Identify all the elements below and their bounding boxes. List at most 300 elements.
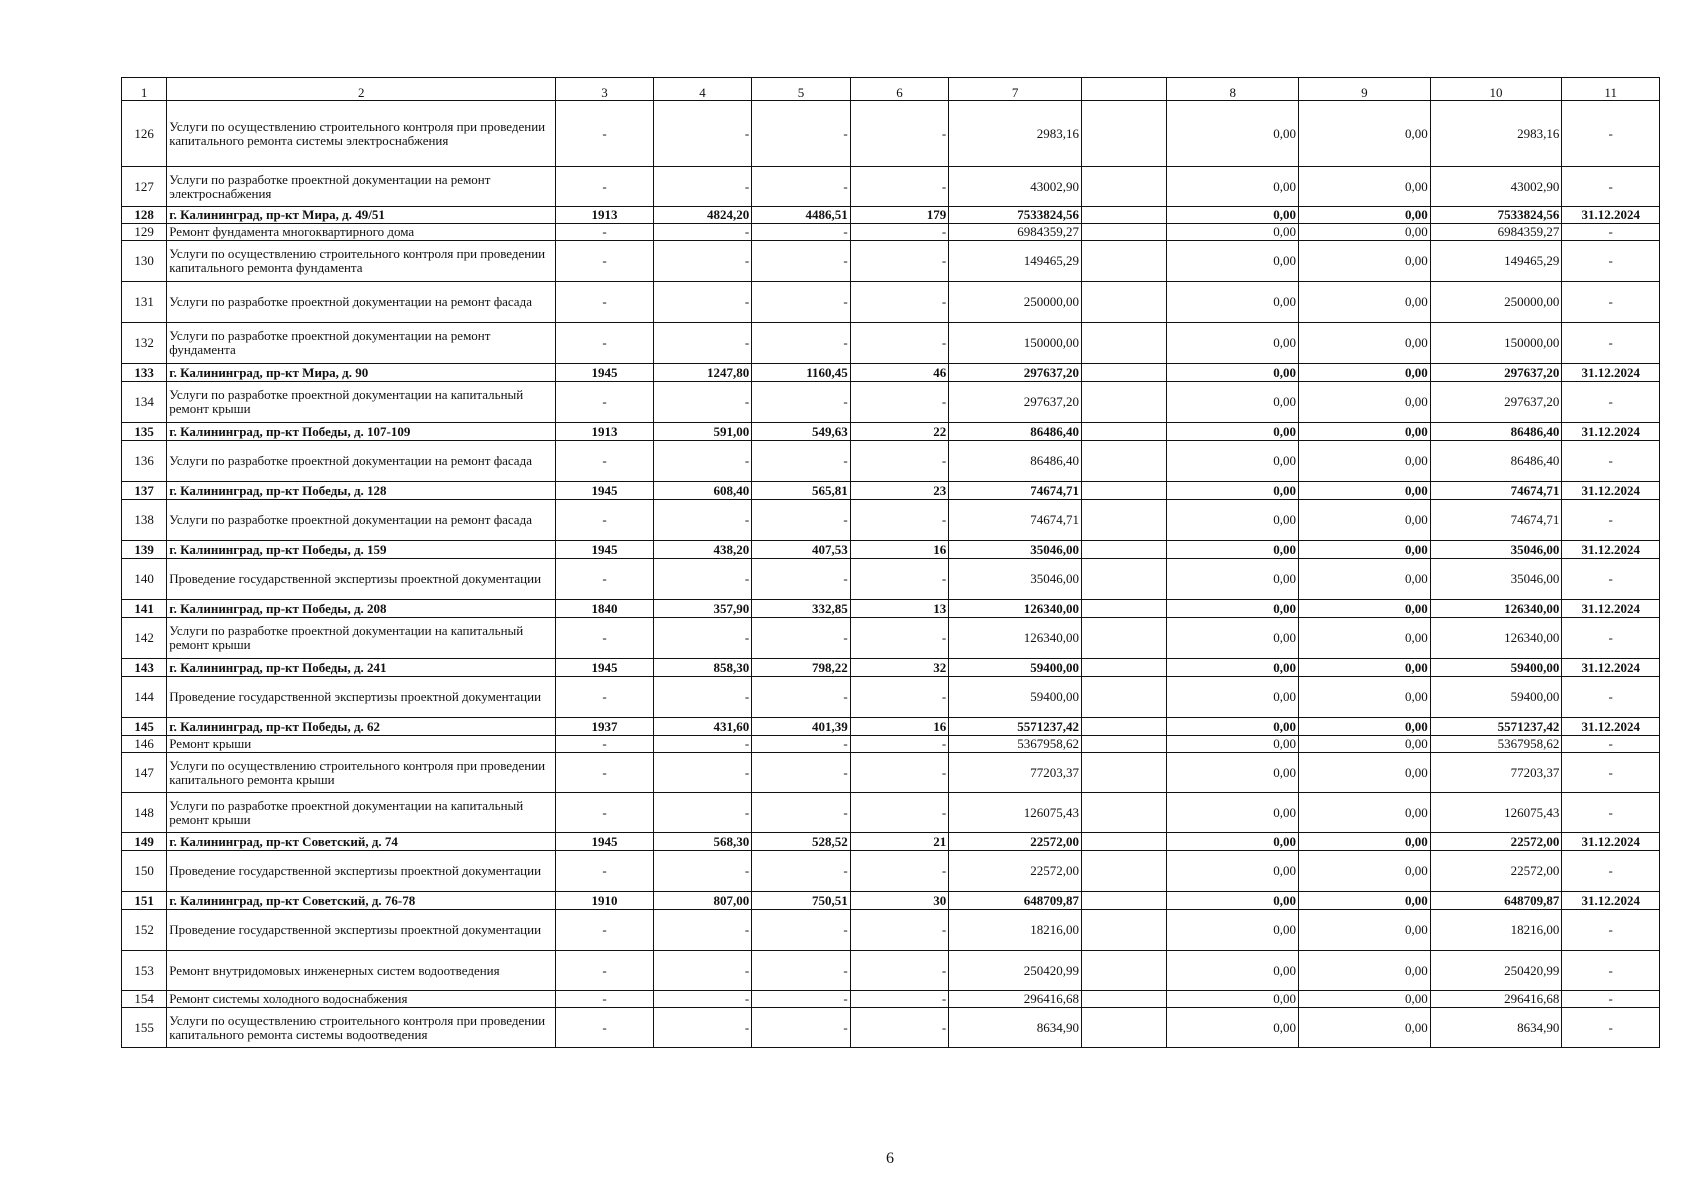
year-cell: - xyxy=(556,677,654,718)
row-number-cell: 146 xyxy=(122,736,167,753)
row-number-cell: 150 xyxy=(122,851,167,892)
blank-cell xyxy=(1081,753,1166,793)
area-living-cell: - xyxy=(752,101,851,167)
fund-8-cell: 0,00 xyxy=(1167,618,1299,659)
header-row xyxy=(122,78,1660,101)
table-row xyxy=(122,600,1660,618)
year-cell: 1910 xyxy=(556,892,654,910)
area-total-cell: - xyxy=(653,559,752,600)
description-cell: г. Калининград, пр-кт Мира, д. 49/51 xyxy=(167,207,556,224)
table-row xyxy=(122,441,1660,482)
fund-8-cell: 0,00 xyxy=(1167,282,1299,323)
deadline-cell: 31.12.2024 xyxy=(1562,718,1660,736)
area-total-cell: - xyxy=(653,910,752,951)
deadline-cell: - xyxy=(1562,101,1660,167)
table-row xyxy=(122,892,1660,910)
area-living-cell: - xyxy=(752,382,851,423)
fund-8-cell: 0,00 xyxy=(1167,541,1299,559)
cost-total-cell: 250420,99 xyxy=(949,951,1082,991)
fund-8-cell: 0,00 xyxy=(1167,224,1299,241)
table-row xyxy=(122,482,1660,500)
cost-total-cell: 18216,00 xyxy=(949,910,1082,951)
residents-cell: - xyxy=(850,323,949,364)
table-row xyxy=(122,910,1660,951)
area-total-cell: 4824,20 xyxy=(653,207,752,224)
residents-cell: - xyxy=(850,282,949,323)
cost-total-cell: 5571237,42 xyxy=(949,718,1082,736)
table-row xyxy=(122,793,1660,833)
row-number-cell: 127 xyxy=(122,167,167,207)
row-number-cell: 140 xyxy=(122,559,167,600)
fund-8-cell: 0,00 xyxy=(1167,559,1299,600)
area-living-cell: 332,85 xyxy=(752,600,851,618)
blank-cell xyxy=(1081,659,1166,677)
cost-total-cell: 86486,40 xyxy=(949,441,1082,482)
fund-9-cell: 0,00 xyxy=(1299,500,1431,541)
year-cell: - xyxy=(556,101,654,167)
blank-cell xyxy=(1081,793,1166,833)
deadline-cell: 31.12.2024 xyxy=(1562,364,1660,382)
table-row xyxy=(122,364,1660,382)
table-row xyxy=(122,991,1660,1008)
fund-9-cell: 0,00 xyxy=(1299,224,1431,241)
blank-cell xyxy=(1081,500,1166,541)
deadline-cell: - xyxy=(1562,736,1660,753)
cost-total-cell: 43002,90 xyxy=(949,167,1082,207)
fund-8-cell: 0,00 xyxy=(1167,951,1299,991)
year-cell: - xyxy=(556,224,654,241)
description-cell: Услуги по разработке проектной документации на ремонт электроснабжения xyxy=(167,167,556,207)
description-cell: Ремонт внутридомовых инженерных систем водоотведения xyxy=(167,951,556,991)
deadline-cell: - xyxy=(1562,323,1660,364)
cost-total-cell: 77203,37 xyxy=(949,753,1082,793)
area-living-cell: - xyxy=(752,991,851,1008)
blank-cell xyxy=(1081,101,1166,167)
year-cell: 1945 xyxy=(556,659,654,677)
fund-10-cell: 126340,00 xyxy=(1430,618,1562,659)
header-cell: 1 xyxy=(122,78,167,101)
header-cell: 7 xyxy=(949,78,1082,101)
cost-total-cell: 126075,43 xyxy=(949,793,1082,833)
fund-9-cell: 0,00 xyxy=(1299,677,1431,718)
area-total-cell: - xyxy=(653,1008,752,1048)
description-cell: Услуги по разработке проектной документации на капитальный ремонт крыши xyxy=(167,382,556,423)
fund-8-cell: 0,00 xyxy=(1167,736,1299,753)
deadline-cell: - xyxy=(1562,793,1660,833)
residents-cell: - xyxy=(850,793,949,833)
description-cell: г. Калининград, пр-кт Победы, д. 128 xyxy=(167,482,556,500)
area-total-cell: - xyxy=(653,282,752,323)
area-living-cell: - xyxy=(752,618,851,659)
fund-10-cell: 77203,37 xyxy=(1430,753,1562,793)
cost-total-cell: 74674,71 xyxy=(949,482,1082,500)
blank-cell xyxy=(1081,282,1166,323)
table-row xyxy=(122,241,1660,282)
fund-8-cell: 0,00 xyxy=(1167,441,1299,482)
fund-8-cell: 0,00 xyxy=(1167,600,1299,618)
description-cell: г. Калининград, пр-кт Советский, д. 76-78 xyxy=(167,892,556,910)
fund-9-cell: 0,00 xyxy=(1299,892,1431,910)
row-number-cell: 132 xyxy=(122,323,167,364)
table-row xyxy=(122,207,1660,224)
deadline-cell: - xyxy=(1562,951,1660,991)
cost-total-cell: 6984359,27 xyxy=(949,224,1082,241)
area-living-cell: - xyxy=(752,559,851,600)
residents-cell: 46 xyxy=(850,364,949,382)
blank-cell xyxy=(1081,323,1166,364)
year-cell: 1945 xyxy=(556,482,654,500)
area-total-cell: 1247,80 xyxy=(653,364,752,382)
fund-10-cell: 126340,00 xyxy=(1430,600,1562,618)
area-total-cell: - xyxy=(653,224,752,241)
blank-cell xyxy=(1081,910,1166,951)
fund-10-cell: 6984359,27 xyxy=(1430,224,1562,241)
table-row xyxy=(122,500,1660,541)
residents-cell: - xyxy=(850,618,949,659)
area-total-cell: - xyxy=(653,618,752,659)
fund-9-cell: 0,00 xyxy=(1299,541,1431,559)
description-cell: г. Калининград, пр-кт Победы, д. 159 xyxy=(167,541,556,559)
area-living-cell: - xyxy=(752,736,851,753)
deadline-cell: - xyxy=(1562,441,1660,482)
area-total-cell: - xyxy=(653,793,752,833)
fund-8-cell: 0,00 xyxy=(1167,241,1299,282)
header-cell: 11 xyxy=(1562,78,1660,101)
blank-cell xyxy=(1081,559,1166,600)
residents-cell: - xyxy=(850,167,949,207)
fund-8-cell: 0,00 xyxy=(1167,991,1299,1008)
table-row xyxy=(122,677,1660,718)
description-cell: г. Калининград, пр-кт Советский, д. 74 xyxy=(167,833,556,851)
fund-9-cell: 0,00 xyxy=(1299,618,1431,659)
blank-cell xyxy=(1081,167,1166,207)
table-row xyxy=(122,559,1660,600)
area-living-cell: - xyxy=(752,793,851,833)
table-row xyxy=(122,618,1660,659)
row-number-cell: 145 xyxy=(122,718,167,736)
header-cell: 8 xyxy=(1167,78,1299,101)
blank-cell xyxy=(1081,382,1166,423)
fund-8-cell: 0,00 xyxy=(1167,167,1299,207)
fund-9-cell: 0,00 xyxy=(1299,991,1431,1008)
fund-9-cell: 0,00 xyxy=(1299,833,1431,851)
year-cell: 1913 xyxy=(556,423,654,441)
blank-cell xyxy=(1081,951,1166,991)
fund-9-cell: 0,00 xyxy=(1299,382,1431,423)
row-number-cell: 153 xyxy=(122,951,167,991)
fund-9-cell: 0,00 xyxy=(1299,559,1431,600)
fund-9-cell: 0,00 xyxy=(1299,282,1431,323)
fund-8-cell: 0,00 xyxy=(1167,382,1299,423)
year-cell: - xyxy=(556,991,654,1008)
fund-9-cell: 0,00 xyxy=(1299,793,1431,833)
row-number-cell: 154 xyxy=(122,991,167,1008)
row-number-cell: 143 xyxy=(122,659,167,677)
fund-9-cell: 0,00 xyxy=(1299,1008,1431,1048)
deadline-cell: 31.12.2024 xyxy=(1562,600,1660,618)
row-number-cell: 129 xyxy=(122,224,167,241)
table-row xyxy=(122,167,1660,207)
description-cell: Услуги по осуществлению строительного контроля при проведении капитального ремонта системы электроснабжения xyxy=(167,101,556,167)
row-number-cell: 149 xyxy=(122,833,167,851)
cost-total-cell: 22572,00 xyxy=(949,833,1082,851)
year-cell: - xyxy=(556,910,654,951)
residents-cell: 179 xyxy=(850,207,949,224)
area-living-cell: - xyxy=(752,167,851,207)
area-total-cell: - xyxy=(653,851,752,892)
description-cell: Проведение государственной экспертизы проектной документации xyxy=(167,851,556,892)
year-cell: - xyxy=(556,167,654,207)
area-living-cell: - xyxy=(752,282,851,323)
blank-cell xyxy=(1081,441,1166,482)
fund-9-cell: 0,00 xyxy=(1299,951,1431,991)
residents-cell: 13 xyxy=(850,600,949,618)
deadline-cell: - xyxy=(1562,282,1660,323)
row-number-cell: 137 xyxy=(122,482,167,500)
residents-cell: - xyxy=(850,951,949,991)
header-cell: 3 xyxy=(556,78,654,101)
cost-total-cell: 297637,20 xyxy=(949,364,1082,382)
fund-9-cell: 0,00 xyxy=(1299,753,1431,793)
row-number-cell: 130 xyxy=(122,241,167,282)
area-total-cell: - xyxy=(653,951,752,991)
area-living-cell: 750,51 xyxy=(752,892,851,910)
description-cell: Услуги по осуществлению строительного контроля при проведении капитального ремонта крыши xyxy=(167,753,556,793)
deadline-cell: - xyxy=(1562,167,1660,207)
page-number: 6 xyxy=(886,1150,894,1167)
deadline-cell: - xyxy=(1562,991,1660,1008)
deadline-cell: 31.12.2024 xyxy=(1562,833,1660,851)
year-cell: - xyxy=(556,851,654,892)
area-living-cell: - xyxy=(752,441,851,482)
fund-10-cell: 297637,20 xyxy=(1430,364,1562,382)
fund-8-cell: 0,00 xyxy=(1167,753,1299,793)
fund-10-cell: 22572,00 xyxy=(1430,833,1562,851)
area-total-cell: - xyxy=(653,441,752,482)
fund-9-cell: 0,00 xyxy=(1299,207,1431,224)
blank-cell xyxy=(1081,482,1166,500)
residents-cell: 22 xyxy=(850,423,949,441)
fund-8-cell: 0,00 xyxy=(1167,833,1299,851)
fund-10-cell: 2983,16 xyxy=(1430,101,1562,167)
area-living-cell: 549,63 xyxy=(752,423,851,441)
fund-10-cell: 648709,87 xyxy=(1430,892,1562,910)
residents-cell: - xyxy=(850,441,949,482)
description-cell: г. Калининград, пр-кт Победы, д. 62 xyxy=(167,718,556,736)
deadline-cell: 31.12.2024 xyxy=(1562,541,1660,559)
year-cell: - xyxy=(556,500,654,541)
cost-total-cell: 22572,00 xyxy=(949,851,1082,892)
area-total-cell: - xyxy=(653,323,752,364)
residents-cell: 16 xyxy=(850,541,949,559)
area-total-cell: 807,00 xyxy=(653,892,752,910)
cost-total-cell: 250000,00 xyxy=(949,282,1082,323)
year-cell: - xyxy=(556,323,654,364)
cost-total-cell: 35046,00 xyxy=(949,541,1082,559)
year-cell: 1840 xyxy=(556,600,654,618)
description-cell: Ремонт системы холодного водоснабжения xyxy=(167,991,556,1008)
fund-9-cell: 0,00 xyxy=(1299,851,1431,892)
fund-10-cell: 250000,00 xyxy=(1430,282,1562,323)
fund-9-cell: 0,00 xyxy=(1299,718,1431,736)
fund-10-cell: 126075,43 xyxy=(1430,793,1562,833)
blank-cell xyxy=(1081,600,1166,618)
fund-9-cell: 0,00 xyxy=(1299,323,1431,364)
area-total-cell: 438,20 xyxy=(653,541,752,559)
row-number-cell: 155 xyxy=(122,1008,167,1048)
description-cell: Услуги по разработке проектной документации на ремонт фасада xyxy=(167,441,556,482)
blank-cell xyxy=(1081,718,1166,736)
fund-9-cell: 0,00 xyxy=(1299,241,1431,282)
residents-cell: - xyxy=(850,1008,949,1048)
description-cell: г. Калининград, пр-кт Мира, д. 90 xyxy=(167,364,556,382)
header-cell: 2 xyxy=(167,78,556,101)
year-cell: - xyxy=(556,382,654,423)
area-total-cell: 858,30 xyxy=(653,659,752,677)
table-row xyxy=(122,659,1660,677)
row-number-cell: 134 xyxy=(122,382,167,423)
cost-total-cell: 296416,68 xyxy=(949,991,1082,1008)
area-total-cell: - xyxy=(653,677,752,718)
area-living-cell: - xyxy=(752,910,851,951)
fund-9-cell: 0,00 xyxy=(1299,600,1431,618)
residents-cell: - xyxy=(850,241,949,282)
residents-cell: - xyxy=(850,500,949,541)
year-cell: - xyxy=(556,951,654,991)
residents-cell: - xyxy=(850,101,949,167)
header-cell: 9 xyxy=(1299,78,1431,101)
cost-total-cell: 8634,90 xyxy=(949,1008,1082,1048)
description-cell: г. Калининград, пр-кт Победы, д. 107-109 xyxy=(167,423,556,441)
fund-8-cell: 0,00 xyxy=(1167,323,1299,364)
blank-cell xyxy=(1081,618,1166,659)
fund-8-cell: 0,00 xyxy=(1167,500,1299,541)
fund-10-cell: 149465,29 xyxy=(1430,241,1562,282)
fund-8-cell: 0,00 xyxy=(1167,677,1299,718)
cost-total-cell: 86486,40 xyxy=(949,423,1082,441)
area-total-cell: - xyxy=(653,167,752,207)
residents-cell: - xyxy=(850,991,949,1008)
fund-9-cell: 0,00 xyxy=(1299,736,1431,753)
row-number-cell: 152 xyxy=(122,910,167,951)
row-number-cell: 139 xyxy=(122,541,167,559)
blank-cell xyxy=(1081,833,1166,851)
row-number-cell: 131 xyxy=(122,282,167,323)
fund-10-cell: 18216,00 xyxy=(1430,910,1562,951)
table-row xyxy=(122,851,1660,892)
cost-total-cell: 297637,20 xyxy=(949,382,1082,423)
row-number-cell: 126 xyxy=(122,101,167,167)
fund-10-cell: 35046,00 xyxy=(1430,541,1562,559)
cost-total-cell: 74674,71 xyxy=(949,500,1082,541)
header-cell: 4 xyxy=(653,78,752,101)
cost-total-cell: 149465,29 xyxy=(949,241,1082,282)
header-cell: 10 xyxy=(1430,78,1562,101)
cost-total-cell: 2983,16 xyxy=(949,101,1082,167)
table-row xyxy=(122,753,1660,793)
area-living-cell: - xyxy=(752,500,851,541)
fund-8-cell: 0,00 xyxy=(1167,482,1299,500)
area-living-cell: - xyxy=(752,1008,851,1048)
description-cell: г. Калининград, пр-кт Победы, д. 241 xyxy=(167,659,556,677)
fund-10-cell: 86486,40 xyxy=(1430,441,1562,482)
area-total-cell: - xyxy=(653,500,752,541)
fund-9-cell: 0,00 xyxy=(1299,364,1431,382)
year-cell: - xyxy=(556,793,654,833)
fund-10-cell: 250420,99 xyxy=(1430,951,1562,991)
year-cell: - xyxy=(556,241,654,282)
deadline-cell: - xyxy=(1562,241,1660,282)
deadline-cell: - xyxy=(1562,559,1660,600)
fund-10-cell: 22572,00 xyxy=(1430,851,1562,892)
description-cell: Услуги по разработке проектной документации на капитальный ремонт крыши xyxy=(167,618,556,659)
fund-8-cell: 0,00 xyxy=(1167,892,1299,910)
area-total-cell: 357,90 xyxy=(653,600,752,618)
residents-cell: 21 xyxy=(850,833,949,851)
table-row xyxy=(122,101,1660,167)
area-living-cell: 4486,51 xyxy=(752,207,851,224)
table-row xyxy=(122,423,1660,441)
fund-10-cell: 59400,00 xyxy=(1430,659,1562,677)
area-total-cell: - xyxy=(653,736,752,753)
fund-8-cell: 0,00 xyxy=(1167,910,1299,951)
table-row xyxy=(122,951,1660,991)
table-row xyxy=(122,736,1660,753)
fund-10-cell: 8634,90 xyxy=(1430,1008,1562,1048)
area-total-cell: 591,00 xyxy=(653,423,752,441)
fund-8-cell: 0,00 xyxy=(1167,207,1299,224)
fund-10-cell: 74674,71 xyxy=(1430,500,1562,541)
document-table xyxy=(121,77,1660,1048)
fund-8-cell: 0,00 xyxy=(1167,793,1299,833)
deadline-cell: 31.12.2024 xyxy=(1562,482,1660,500)
fund-10-cell: 5367958,62 xyxy=(1430,736,1562,753)
description-cell: Проведение государственной экспертизы проектной документации xyxy=(167,559,556,600)
fund-10-cell: 43002,90 xyxy=(1430,167,1562,207)
area-living-cell: - xyxy=(752,753,851,793)
fund-8-cell: 0,00 xyxy=(1167,718,1299,736)
blank-cell xyxy=(1081,423,1166,441)
row-number-cell: 135 xyxy=(122,423,167,441)
area-living-cell: 1160,45 xyxy=(752,364,851,382)
deadline-cell: - xyxy=(1562,753,1660,793)
fund-10-cell: 74674,71 xyxy=(1430,482,1562,500)
deadline-cell: - xyxy=(1562,677,1660,718)
row-number-cell: 133 xyxy=(122,364,167,382)
area-total-cell: - xyxy=(653,241,752,282)
fund-10-cell: 86486,40 xyxy=(1430,423,1562,441)
residents-cell: - xyxy=(850,851,949,892)
residents-cell: - xyxy=(850,753,949,793)
fund-8-cell: 0,00 xyxy=(1167,423,1299,441)
cost-total-cell: 5367958,62 xyxy=(949,736,1082,753)
deadline-cell: - xyxy=(1562,1008,1660,1048)
deadline-cell: - xyxy=(1562,224,1660,241)
blank-cell xyxy=(1081,677,1166,718)
row-number-cell: 144 xyxy=(122,677,167,718)
area-living-cell: 798,22 xyxy=(752,659,851,677)
blank-cell xyxy=(1081,892,1166,910)
area-total-cell: 608,40 xyxy=(653,482,752,500)
fund-10-cell: 150000,00 xyxy=(1430,323,1562,364)
area-total-cell: 568,30 xyxy=(653,833,752,851)
header-cell: 5 xyxy=(752,78,851,101)
description-cell: Ремонт фундамента многоквартирного дома xyxy=(167,224,556,241)
fund-8-cell: 0,00 xyxy=(1167,659,1299,677)
description-cell: Услуги по разработке проектной документации на ремонт фундамента xyxy=(167,323,556,364)
year-cell: - xyxy=(556,753,654,793)
blank-cell xyxy=(1081,991,1166,1008)
